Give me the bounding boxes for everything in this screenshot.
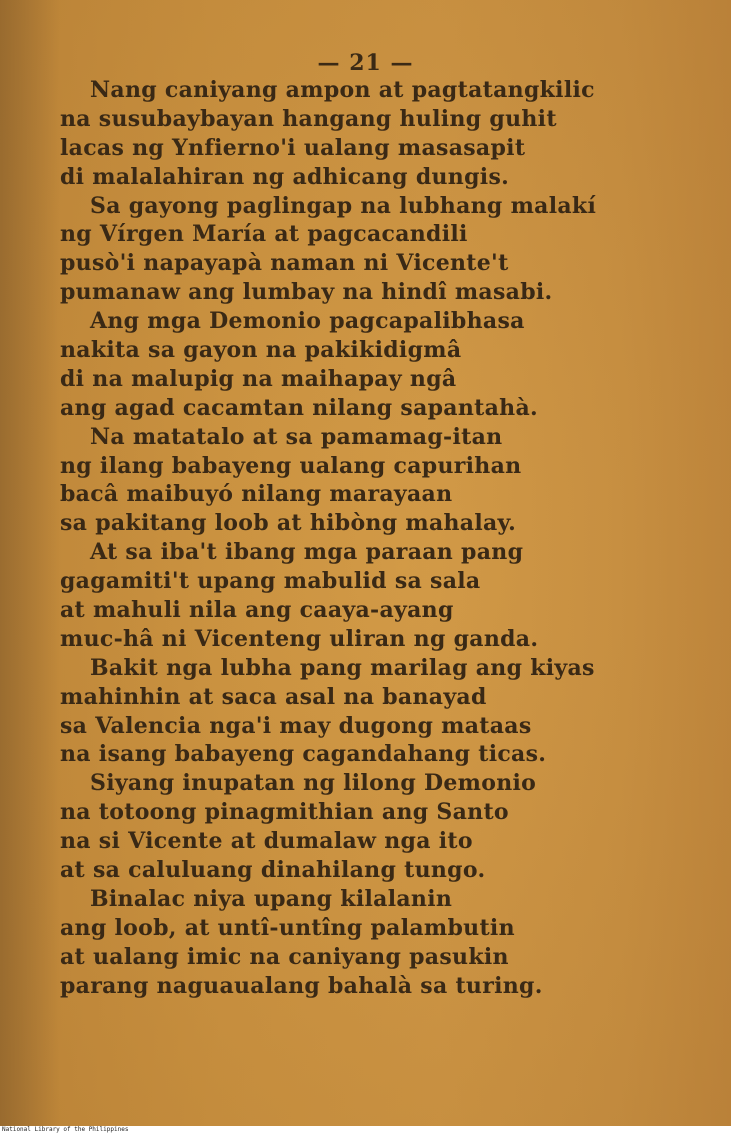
verse-line: Binalac niya upang kilalanin: [90, 885, 453, 912]
verse-line: Bakit nga lubha pang marilag ang kiyas: [90, 654, 595, 681]
verse-line: ang loob, at untî-untîng palambutin: [60, 914, 515, 941]
verse-line: gagamiti't upang mabulid sa sala: [60, 568, 481, 595]
verse-line: mahinhin at saca asal na banayad: [60, 683, 487, 710]
verse-text: [60, 76, 720, 1001]
verse-line: Sa gayong paglingap na lubhang malakí: [90, 192, 597, 219]
verse-line: Nang caniyang ampon at pagtatangkilic: [90, 77, 595, 103]
verse-line: at ualang imic na caniyang pasukin: [60, 943, 509, 970]
verse-line: at mahuli nila ang caaya-ayang: [60, 597, 454, 624]
verse-line: di malalahiran ng adhicang dungis.: [60, 163, 510, 190]
page-binding-shadow: [0, 0, 60, 1126]
verse-line: ng Vírgen María at pagcacandili: [60, 221, 468, 248]
verse-line: pusò'i napayapà naman ni Vicente't: [60, 250, 509, 277]
verse-line: Ang mga Demonio pagcapalibhasa: [90, 308, 525, 335]
verse-line: nakita sa gayon na pakikidigmâ: [60, 337, 462, 364]
verse-line: parang naguaualang bahalà sa turing.: [60, 972, 543, 999]
verse-line: at sa caluluang dinahilang tungo.: [60, 857, 486, 884]
verse-line: Na matatalo at sa pamamag-itan: [90, 423, 503, 450]
verse-line: sa Valencia nga'i may dugong mataas: [60, 712, 532, 739]
page-number: — 21 —: [317, 50, 414, 76]
verse-line: na totoong pinagmithian ang Santo: [60, 799, 509, 826]
verse-line: At sa iba't ibang mga paraan pang: [90, 539, 524, 566]
verse-line: sa pakitang loob at hibòng mahalay.: [60, 510, 517, 537]
verse-line: ng ilang babayeng ualang capurihan: [60, 452, 522, 479]
verse-line: di na malupig na maihapay ngâ: [60, 365, 457, 392]
verse-line: na susubaybayan hangang huling guhit: [60, 105, 557, 132]
verse-line: pumanaw ang lumbay na hindî masabi.: [60, 279, 553, 306]
verse-line: ang agad cacamtan nilang sapantahà.: [60, 394, 538, 421]
verse-line: muc-hâ ni Vicenteng uliran ng ganda.: [60, 625, 539, 652]
verse-line: lacas ng Ynfierno'i ualang masasapit: [60, 134, 526, 161]
verse-line: na isang babayeng cagandahang ticas.: [60, 741, 547, 768]
footer-credit: National Library of the Philippines: [2, 1126, 129, 1133]
verse-line: Siyang inupatan ng lilong Demonio: [90, 770, 537, 797]
verse-line: na si Vicente at dumalaw nga ito: [60, 828, 473, 855]
verse-line: bacâ maibuyó nilang marayaan: [60, 481, 453, 508]
